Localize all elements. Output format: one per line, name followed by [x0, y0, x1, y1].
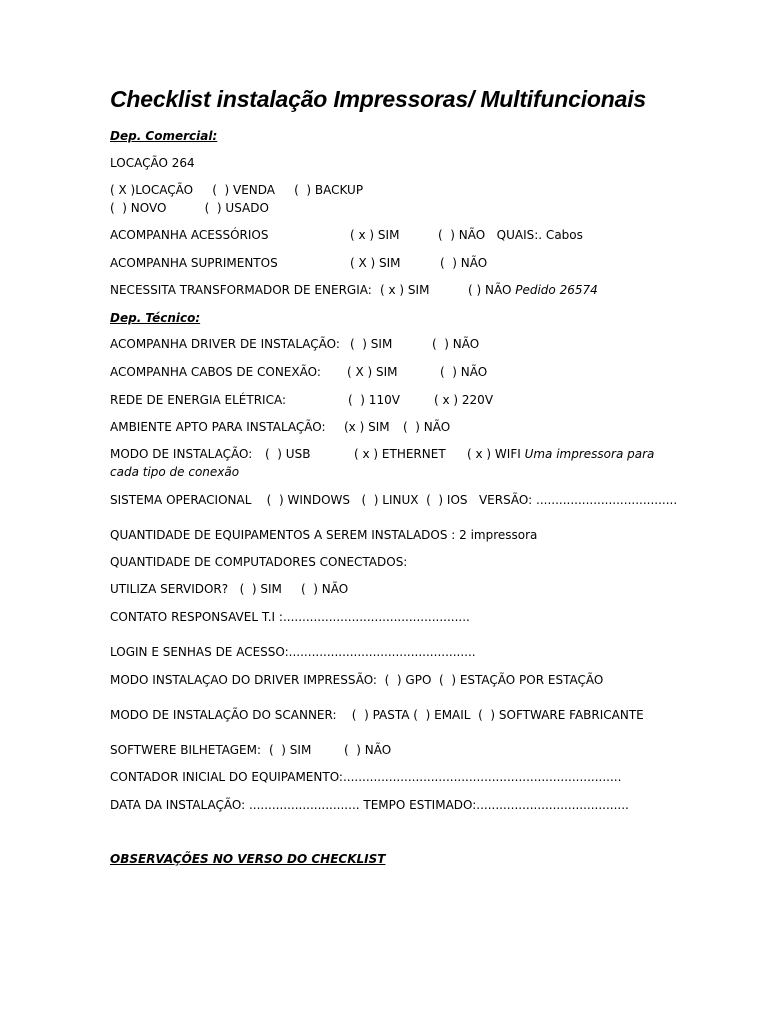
cables-nao: ( ) NÃO	[440, 365, 488, 379]
login-line: LOGIN E SENHAS DE ACESSO:.................................................	[110, 645, 476, 659]
supplies-sim: ( X ) SIM	[350, 256, 401, 270]
power-220: ( x ) 220V	[434, 393, 494, 407]
driver-mode-line: MODO INSTALAÇAO DO DRIVER IMPRESSÃO: ( ) GPO ( ) ESTAÇÃO POR ESTAÇÃO	[110, 673, 604, 687]
date-line: DATA DA INSTALAÇÃO: ............................. TEMPO ESTIMADO:........................................	[110, 798, 629, 812]
transformer-sim: ( x ) SIM	[380, 283, 430, 297]
mode-note-line-2: cada tipo de conexão	[110, 465, 240, 479]
accessories-sim: ( x ) SIM	[350, 228, 400, 242]
scanner-line: MODO DE INSTALAÇÃO DO SCANNER: ( ) PASTA ( ) EMAIL ( ) SOFTWARE FABRICANTE	[110, 708, 644, 722]
mode-wifi-option: ( x ) WIFI	[467, 447, 525, 461]
billing-label: SOFTWERE BILHETAGEM:	[110, 743, 262, 757]
billing-nao: ( ) NÃO	[344, 743, 392, 757]
environment-label: AMBIENTE APTO PARA INSTALAÇÃO:	[110, 420, 326, 434]
mode-usb: ( ) USB	[265, 447, 311, 461]
transformer-note: Pedido 26574	[515, 283, 598, 297]
power-110: ( ) 110V	[348, 393, 400, 407]
cables-sim: ( X ) SIM	[347, 365, 398, 379]
footer-note: OBSERVAÇÕES NO VERSO DO CHECKLIST	[110, 852, 386, 866]
mode-ethernet: ( x ) ETHERNET	[354, 447, 446, 461]
driver-nao: ( ) NÃO	[432, 337, 480, 351]
type-line: ( X )LOCAÇÃO ( ) VENDA ( ) BACKUP	[110, 183, 364, 197]
qty-computers-line: QUANTIDADE DE COMPUTADORES CONECTADOS:	[110, 555, 408, 569]
technical-heading: Dep. Técnico:	[110, 311, 201, 325]
power-label: REDE DE ENERGIA ELÉTRICA:	[110, 393, 287, 407]
transformer-label: NECESSITA TRANSFORMADOR DE ENERGIA:	[110, 283, 372, 297]
accessories-nao: ( ) NÃO QUAIS:. Cabos	[438, 228, 583, 242]
environment-sim: (x ) SIM	[344, 420, 390, 434]
server-line: UTILIZA SERVIDOR? ( ) SIM ( ) NÃO	[110, 582, 349, 596]
accessories-label: ACOMPANHA ACESSÓRIOS	[110, 228, 269, 242]
contact-line: CONTATO RESPONSAVEL T.I :.................................................	[110, 610, 470, 624]
cables-label: ACOMPANHA CABOS DE CONEXÃO:	[110, 365, 321, 379]
condition-line: ( ) NOVO ( ) USADO	[110, 201, 269, 215]
os-line: SISTEMA OPERACIONAL ( ) WINDOWS ( ) LINUX ( ) IOS VERSÃO: .....................................	[110, 493, 678, 507]
mode-wifi	[467, 446, 654, 462]
transformer-nao-option: ( ) NÃO	[468, 283, 516, 297]
driver-label: ACOMPANHA DRIVER DE INSTALAÇÃO:	[110, 337, 340, 351]
qty-equipment-line: QUANTIDADE DE EQUIPAMENTOS A SEREM INSTALADOS : 2 impressora	[110, 528, 538, 542]
supplies-nao: ( ) NÃO	[440, 256, 488, 270]
mode-label: MODO DE INSTALAÇÃO:	[110, 447, 253, 461]
supplies-label: ACOMPANHA SUPRIMENTOS	[110, 256, 278, 270]
mode-note-line-1: Uma impressora para	[524, 447, 655, 461]
commercial-heading: Dep. Comercial:	[110, 129, 218, 143]
billing-sim: ( ) SIM	[269, 743, 312, 757]
page-title: Checklist instalação Impressoras/ Multifuncionais	[110, 86, 646, 112]
driver-sim: ( ) SIM	[350, 337, 393, 351]
counter-line: CONTADOR INICIAL DO EQUIPAMENTO:.........................................................................	[110, 770, 622, 784]
location-line: LOCAÇÃO 264	[110, 156, 195, 170]
environment-nao: ( ) NÃO	[403, 420, 451, 434]
transformer-nao	[468, 282, 598, 298]
